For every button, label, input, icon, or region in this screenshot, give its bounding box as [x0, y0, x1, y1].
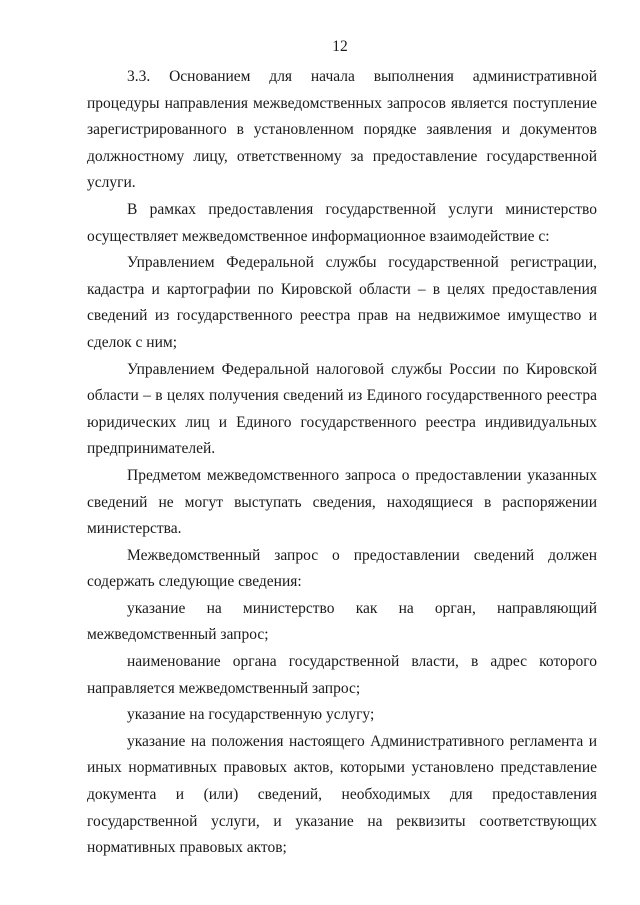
page-number: 12 [332, 38, 348, 55]
list-item-service: указание на государственную услугу; [127, 706, 375, 724]
list-item-regulations: указание на положения настоящего Административного регламента и иных нормативных правовых актов, которыми установлено представление документа и (или) сведений, необходимых для предоставления государственной услуги, и указание на реквизиты соответствующих нормативных правовых актов; [87, 732, 597, 857]
paragraph-interaction-intro: В рамках предоставления государственной услуги министерство осуществляет межведомственное информационное взаимодействие с: [87, 200, 597, 245]
paragraph-request-subject: Предметом межведомственного запроса о предоставлении указанных сведений не могут выступать сведения, находящиеся в распоряжении министерства. [87, 466, 597, 538]
list-item-authority-name: наименование органа государственной власти, в адрес которого направляется межведомственный запрос; [87, 653, 597, 697]
paragraph-3-3-basis: 3.3. Основанием для начала выполнения административной процедуры направления межведомственных запросов является поступление зарегистрированного в установленном порядке заявления и документов должностному лицу, ответственному за предоставление государственной услуги. [87, 68, 597, 192]
document-body [87, 64, 597, 862]
list-item-ministry: указание на министерство как на орган, направляющий межведомственный запрос; [87, 599, 597, 644]
paragraph-rosreestr: Управлением Федеральной службы государственной регистрации, кадастра и картографии по Кировской области – в целях предоставления сведений из государственного реестра прав на недвижимое имущество и сделок с ним; [87, 254, 597, 351]
paragraph-tax-service: Управлением Федеральной налоговой службы России по Кировской области – в целях получения сведений из Единого государственного реестра юридических лиц и Единого государственного реестра индивидуальных предпринимателей. [87, 360, 597, 458]
paragraph-request-contents: Межведомственный запрос о предоставлении сведений должен содержать следующие сведения: [87, 546, 597, 591]
